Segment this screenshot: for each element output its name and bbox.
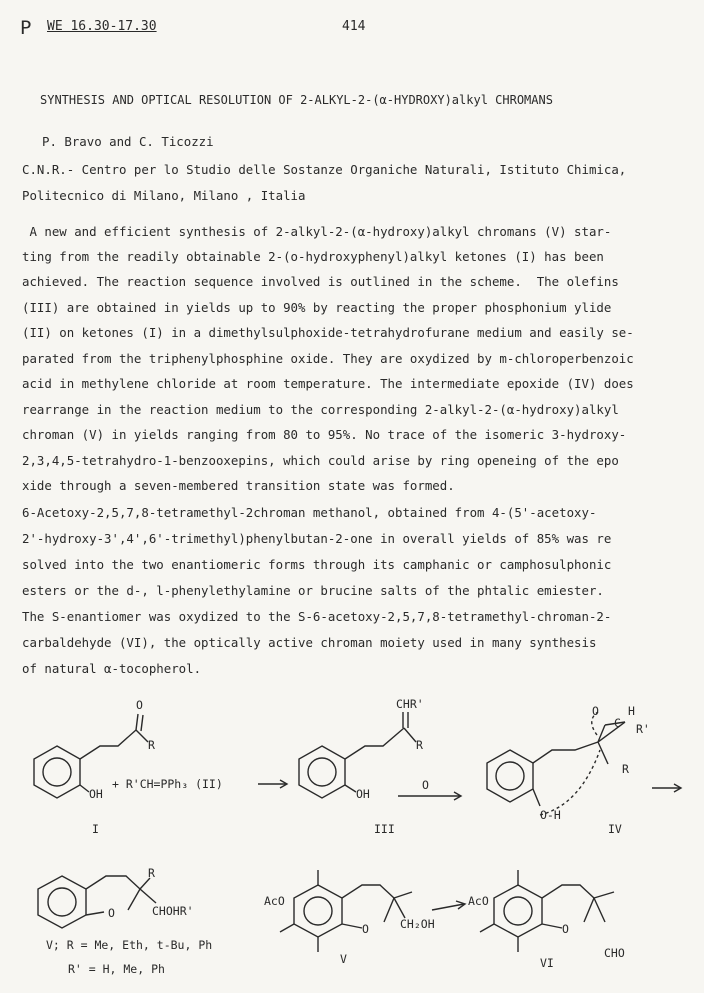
compound-V-general-structure <box>38 876 156 928</box>
header-mark: P <box>20 17 32 39</box>
label-compound-IV: IV <box>608 822 622 836</box>
label-ketone-R: R <box>148 738 155 752</box>
body-line: (II) on ketones (I) in a dimethylsulphoxide-tetrahydrofurane medium and easily se- <box>22 325 634 340</box>
body-line: ting from the readily obtainable 2-(o-hydroxyphenyl)alkyl ketones (I) has been <box>22 249 604 264</box>
compound-III-structure <box>299 712 416 798</box>
label-IV-OH: O-H <box>540 808 561 822</box>
label-compound-V: V <box>340 952 347 966</box>
body-line: esters or the d-, l-phenylethylamine or brucine salts of the phtalic emiester. <box>22 583 604 598</box>
body-line: 2'-hydroxy-3',4',6'-trimethyl)phenylbutan-2-one in overall yields of 85% was re <box>22 531 612 546</box>
body-line: The S-enantiomer was oxydized to the S-6-acetoxy-2,5,7,8-tetramethyl-chroman-2- <box>22 609 612 624</box>
body-line: rearrange in the reaction medium to the corresponding 2-alkyl-2-(α-hydroxy)alkyl <box>22 402 619 417</box>
label-IV-R1: R' <box>636 722 650 736</box>
label-V-R: R <box>148 866 155 880</box>
body-line: of natural α-tocopherol. <box>22 661 202 676</box>
label-reagent-II: + R'CH=PPh₃ (II) <box>112 777 223 791</box>
label-VI-ring-O: O <box>562 922 569 936</box>
label-IV-O: O <box>592 704 599 718</box>
body-line: carbaldehyde (VI), the optically active chroman moiety used in many synthesis <box>22 635 597 650</box>
label-V-definition-R1: R' = H, Me, Ph <box>68 962 165 976</box>
label-oxidation-O: O <box>422 778 429 792</box>
affiliation-line-2: Politecnico di Milano, Milano , Italia <box>22 188 306 203</box>
label-V-AcO: AcO <box>264 894 285 908</box>
session-time: WE 16.30-17.30 <box>47 19 157 34</box>
label-I-OH: OH <box>89 787 103 801</box>
label-III-CHR: CHR' <box>396 697 424 711</box>
label-VI-CHO: CHO <box>604 946 625 960</box>
label-VI-AcO: AcO <box>468 894 489 908</box>
body-line: solved into the two enantiomeric forms through its camphanic or camphosulphonic <box>22 557 612 572</box>
body-line: (III) are obtained in yields up to 90% by reacting the proper phosphonium ylide <box>22 300 612 315</box>
body-line: acid in methylene chloride at room temperature. The intermediate epoxide (IV) does <box>22 376 634 391</box>
body-line: 2,3,4,5-tetrahydro-1-benzooxepins, which could arise by ring openeing of the epo <box>22 453 619 468</box>
label-compound-III: III <box>374 822 395 836</box>
label-V-definition-R: V; R = Me, Eth, t-Bu, Ph <box>46 938 213 952</box>
label-V-ring-O: O <box>362 922 369 936</box>
label-V-O: O <box>108 906 115 920</box>
label-V-CH2OH: CH₂OH <box>400 917 435 931</box>
label-III-R: R <box>416 738 423 752</box>
label-IV-R: R <box>622 762 629 776</box>
body-line: achieved. The reaction sequence involved is outlined in the scheme. The olefins <box>22 274 619 289</box>
label-IV-C: C <box>614 716 621 730</box>
label-III-OH: OH <box>356 787 370 801</box>
body-line: parated from the triphenylphosphine oxide. They are oxydized by m-chloroperbenzoic <box>22 351 634 366</box>
body-line: A new and efficient synthesis of 2-alkyl-2-(α-hydroxy)alkyl chromans (V) star- <box>22 224 612 239</box>
label-compound-VI: VI <box>540 956 554 970</box>
label-V-side-chain: CHOHR' <box>152 904 194 918</box>
compound-V-chroman-structure <box>280 870 412 952</box>
label-compound-I: I <box>92 822 99 836</box>
body-line: chroman (V) in yields ranging from 80 to 95%. No trace of the isomeric 3-hydroxy- <box>22 427 627 442</box>
affiliation-line-1: C.N.R.- Centro per lo Studio delle Sostanze Organiche Naturali, Istituto Chimica, <box>22 162 627 177</box>
page-number: 414 <box>342 19 366 34</box>
body-line: 6-Acetoxy-2,5,7,8-tetramethyl-2chroman methanol, obtained from 4-(5'-acetoxy- <box>22 505 597 520</box>
authors: P. Bravo and C. Ticozzi <box>42 134 214 149</box>
compound-VI-structure <box>480 870 614 952</box>
compound-IV-structure <box>487 712 625 815</box>
body-line: xide through a seven-membered transition state was formed. <box>22 478 455 493</box>
arrow-4 <box>432 904 464 910</box>
paper-title: SYNTHESIS AND OPTICAL RESOLUTION OF 2-ALKYL-2-(α-HYDROXY)alkyl CHROMANS <box>40 93 553 107</box>
label-ketone-O: O <box>136 698 143 712</box>
label-IV-H: H <box>628 704 635 718</box>
